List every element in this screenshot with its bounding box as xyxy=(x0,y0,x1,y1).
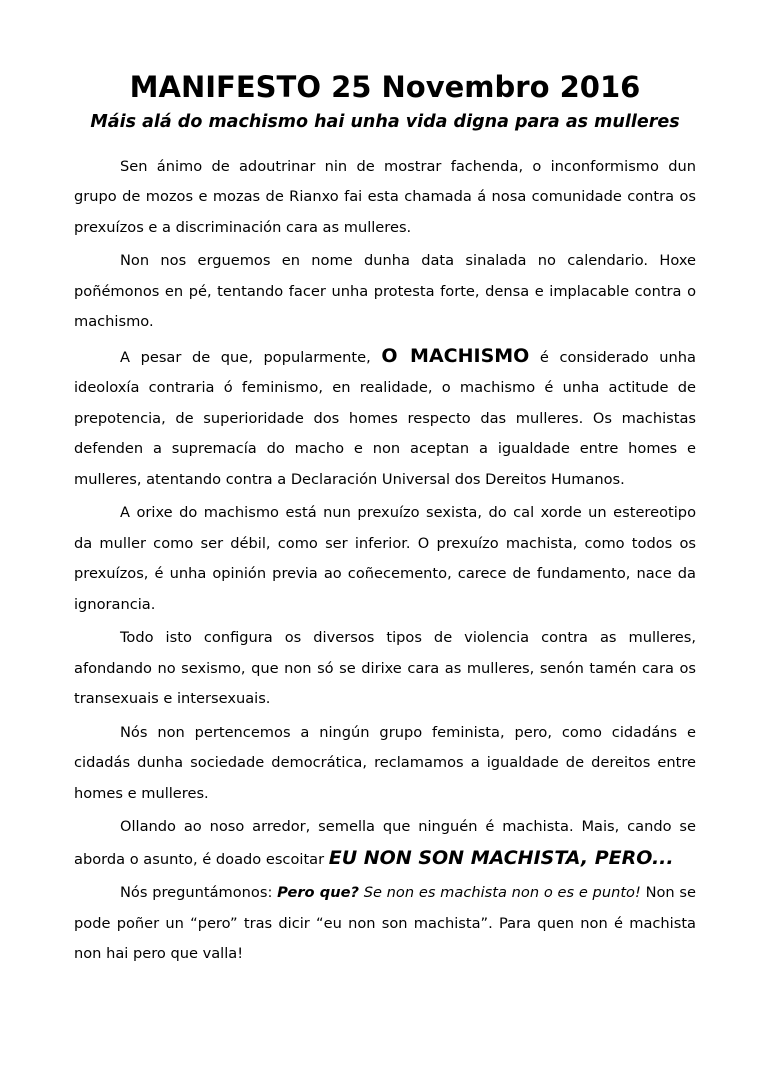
paragraph-2: Non nos erguemos en nome dunha data sinalada no calendario. Hoxe poñémonos en pé, tentando facer unha protesta forte, densa e implacable contra o machismo. xyxy=(74,252,696,331)
paragraph-7-body: Ollando ao noso arredor, semella que ninguén é machista. Mais, cando se aborda o asunto, é doado escoitar xyxy=(74,818,696,868)
pero-que-emphasis: Pero que? xyxy=(277,884,359,902)
document-subtitle: Máis alá do machismo hai unha vida digna para as mulleres xyxy=(90,111,680,132)
paragraph-8-body: Non se pode poñer un “pero” tras dicir “eu non son machista”. Para quen non é machista non hai pero que valla! xyxy=(74,884,696,963)
paragraph-4: A orixe do machismo está nun prexuízo sexista, do cal xorde un estereotipo da muller como ser débil, como ser inferior. O prexuízo machista, como todos os prexuízos, é unha opinión previa ao coñecemento, carece de fundamento, nace da ignorancia. xyxy=(74,504,696,613)
machismo-emphasis: O MACHISMO xyxy=(381,344,530,367)
paragraph-6: Nós non pertencemos a ningún grupo feminista, pero, como cidadáns e cidadás dunha sociedade democrática, reclamamos a igualdade de dereitos entre homes e mulleres. xyxy=(74,723,696,802)
document-title: MANIFESTO 25 Novembro 2016 xyxy=(129,70,641,104)
paragraph-1: Sen ánimo de adoutrinar nin de mostrar fachenda, o inconformismo dun grupo de mozos e mozas de Rianxo fai esta chamada á nosa comunidade contra os prexuízos e a discriminación cara as mulleres. xyxy=(74,157,696,236)
eu-non-son-machista-emphasis: EU NON SON MACHISTA, PERO... xyxy=(328,846,674,869)
paragraph-3-intro: A pesar de que, popularmente, xyxy=(120,348,382,366)
paragraph-8 xyxy=(74,878,696,970)
paragraph-8-italic: Se non es machista non o es e punto! xyxy=(358,884,641,902)
paragraph-3 xyxy=(74,341,696,496)
paragraph-7 xyxy=(74,812,696,875)
paragraph-5: Todo isto configura os diversos tipos de violencia contra as mulleres, afondando no sexismo, que non só se dirixe cara as mulleres, senón tamén cara os transexuais e intersexuais. xyxy=(74,629,696,708)
paragraph-3-body: é considerado unha ideoloxía contraria ó feminismo, en realidade, o machismo é unha actitude de prepotencia, de superioridade dos homes respecto das mulleres. Os machistas defenden a supremacía do macho e non aceptan a igualdade entre homes e mulleres, atentando contra a Declaración Universal dos Dereitos Humanos. xyxy=(74,348,697,488)
paragraph-8-intro: Nós preguntámonos: xyxy=(120,884,278,902)
